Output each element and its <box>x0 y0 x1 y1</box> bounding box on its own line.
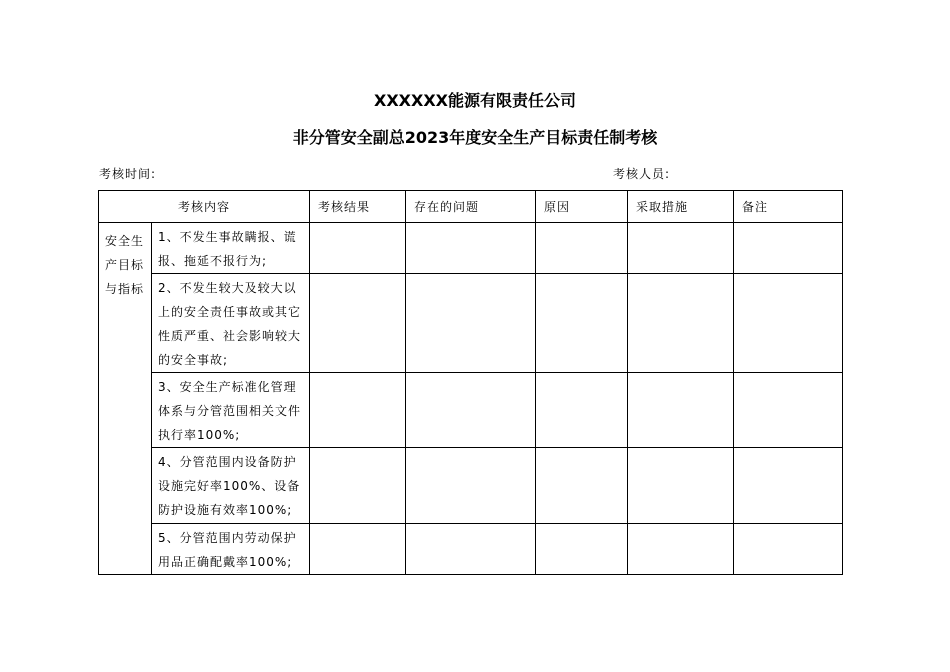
measures-cell[interactable] <box>628 524 734 575</box>
col-header-measures: 采取措施 <box>628 191 734 223</box>
item-cell: 4、分管范围内设备防护设施完好率100%、设备防护设施有效率100%; <box>152 448 310 524</box>
measures-cell[interactable] <box>628 274 734 373</box>
issues-cell[interactable] <box>406 373 536 448</box>
issues-cell[interactable] <box>406 524 536 575</box>
measures-cell[interactable] <box>628 223 734 274</box>
table-row <box>99 448 843 524</box>
col-header-reason: 原因 <box>536 191 628 223</box>
col-header-remarks: 备注 <box>734 191 843 223</box>
assessment-table <box>98 190 843 575</box>
remarks-cell[interactable] <box>734 223 843 274</box>
remarks-cell[interactable] <box>734 448 843 524</box>
col-header-result: 考核结果 <box>310 191 406 223</box>
reason-cell[interactable] <box>536 373 628 448</box>
category-cell: 安全生产目标与指标 <box>99 223 152 575</box>
table-row <box>99 223 843 274</box>
assessment-time-label: 考核时间: <box>99 167 157 181</box>
table-row <box>99 524 843 575</box>
reason-cell[interactable] <box>536 223 628 274</box>
table-row <box>99 274 843 373</box>
item-cell: 3、安全生产标准化管理体系与分管范围相关文件执行率100%; <box>152 373 310 448</box>
company-title: XXXXXX能源有限责任公司 <box>373 91 577 110</box>
remarks-cell[interactable] <box>734 524 843 575</box>
remarks-cell[interactable] <box>734 373 843 448</box>
result-cell[interactable] <box>310 373 406 448</box>
table-row <box>99 373 843 448</box>
assessor-label: 考核人员: <box>613 167 671 181</box>
issues-cell[interactable] <box>406 223 536 274</box>
measures-cell[interactable] <box>628 448 734 524</box>
result-cell[interactable] <box>310 274 406 373</box>
col-header-content: 考核内容 <box>99 191 310 223</box>
table-header-row <box>99 191 843 223</box>
reason-cell[interactable] <box>536 524 628 575</box>
item-cell: 2、不发生较大及较大以上的安全责任事故或其它性质严重、社会影响较大的安全事故; <box>152 274 310 373</box>
measures-cell[interactable] <box>628 373 734 448</box>
result-cell[interactable] <box>310 524 406 575</box>
remarks-cell[interactable] <box>734 274 843 373</box>
item-cell: 5、分管范围内劳动保护用品正确配戴率100%; <box>152 524 310 575</box>
col-header-issues: 存在的问题 <box>406 191 536 223</box>
item-cell: 1、不发生事故瞒报、谎报、拖延不报行为; <box>152 223 310 274</box>
reason-cell[interactable] <box>536 274 628 373</box>
result-cell[interactable] <box>310 448 406 524</box>
document-title: 非分管安全副总2023年度安全生产目标责任制考核 <box>292 128 658 147</box>
result-cell[interactable] <box>310 223 406 274</box>
reason-cell[interactable] <box>536 448 628 524</box>
issues-cell[interactable] <box>406 448 536 524</box>
issues-cell[interactable] <box>406 274 536 373</box>
